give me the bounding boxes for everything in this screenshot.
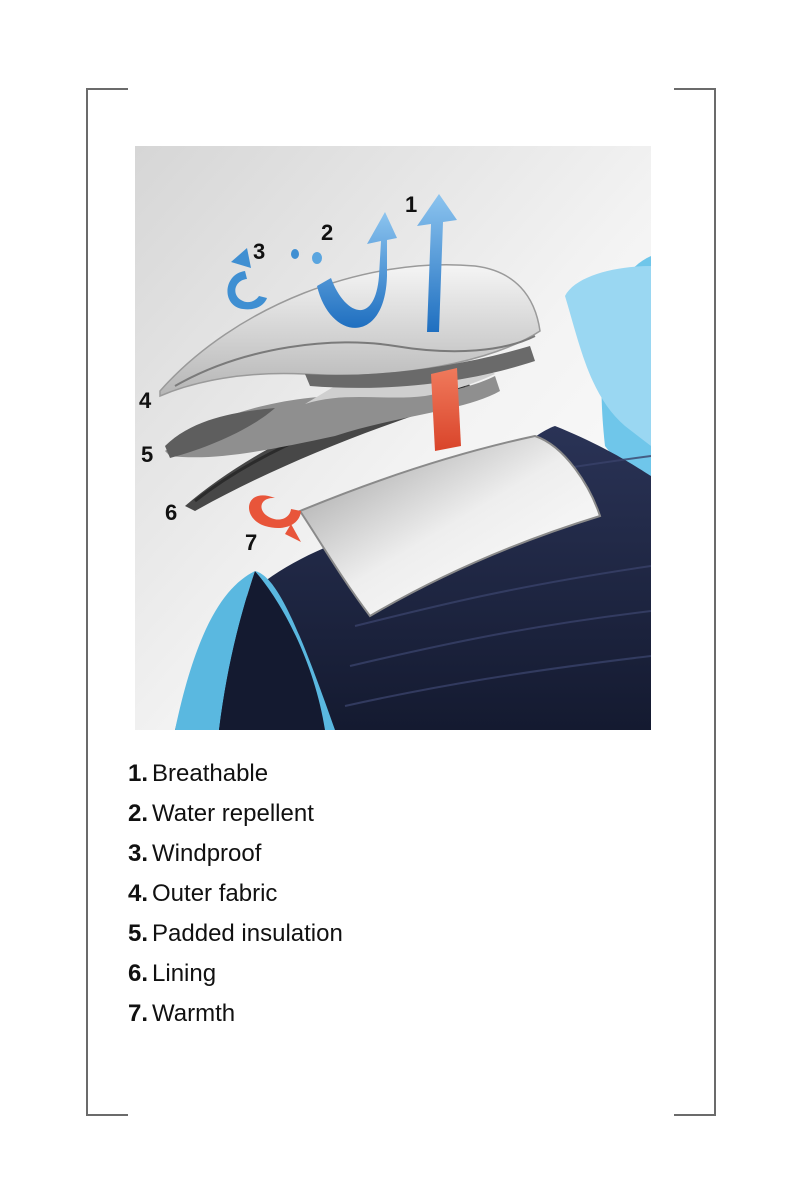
features-legend: [128, 756, 343, 1036]
legend-label: Water repellent: [152, 800, 314, 827]
water-drop-icon-small: [312, 252, 322, 264]
callout-2: 2: [321, 220, 334, 245]
warmth-bar: [431, 368, 461, 451]
legend-item-padded-insulation: [128, 916, 343, 956]
callout-1: 1: [405, 192, 418, 217]
legend-number: 3.: [128, 840, 149, 867]
legend-item-warmth: [128, 996, 343, 1036]
legend-item-windproof: [128, 836, 343, 876]
legend-label: Outer fabric: [152, 880, 278, 907]
legend-label: Breathable: [152, 760, 269, 787]
legend-label: Windproof: [152, 840, 262, 867]
legend-label: Padded insulation: [152, 920, 343, 947]
legend-number: 4.: [128, 880, 149, 907]
jacket-layers-illustration: [135, 146, 651, 730]
legend-number: 6.: [128, 960, 149, 987]
frame-bracket-left: [86, 88, 128, 1116]
legend-number: 1.: [128, 760, 149, 787]
legend-label: Warmth: [152, 1000, 236, 1027]
legend-item-outer-fabric: [128, 876, 343, 916]
callout-6: 6: [165, 500, 178, 525]
legend-label: Lining: [152, 960, 217, 987]
callout-7: 7: [245, 530, 258, 555]
legend-number: 5.: [128, 920, 149, 947]
legend-item-water-repellent: [128, 796, 343, 836]
legend-number: 2.: [128, 800, 149, 827]
legend-item-breathable: [128, 756, 343, 796]
legend-number: 7.: [128, 1000, 149, 1027]
legend-item-lining: [128, 956, 343, 996]
callout-5: 5: [141, 442, 154, 467]
callout-4: 4: [139, 388, 152, 413]
water-drop-icon: [291, 249, 299, 259]
frame-bracket-right: [674, 88, 716, 1116]
callout-3: 3: [253, 239, 266, 264]
